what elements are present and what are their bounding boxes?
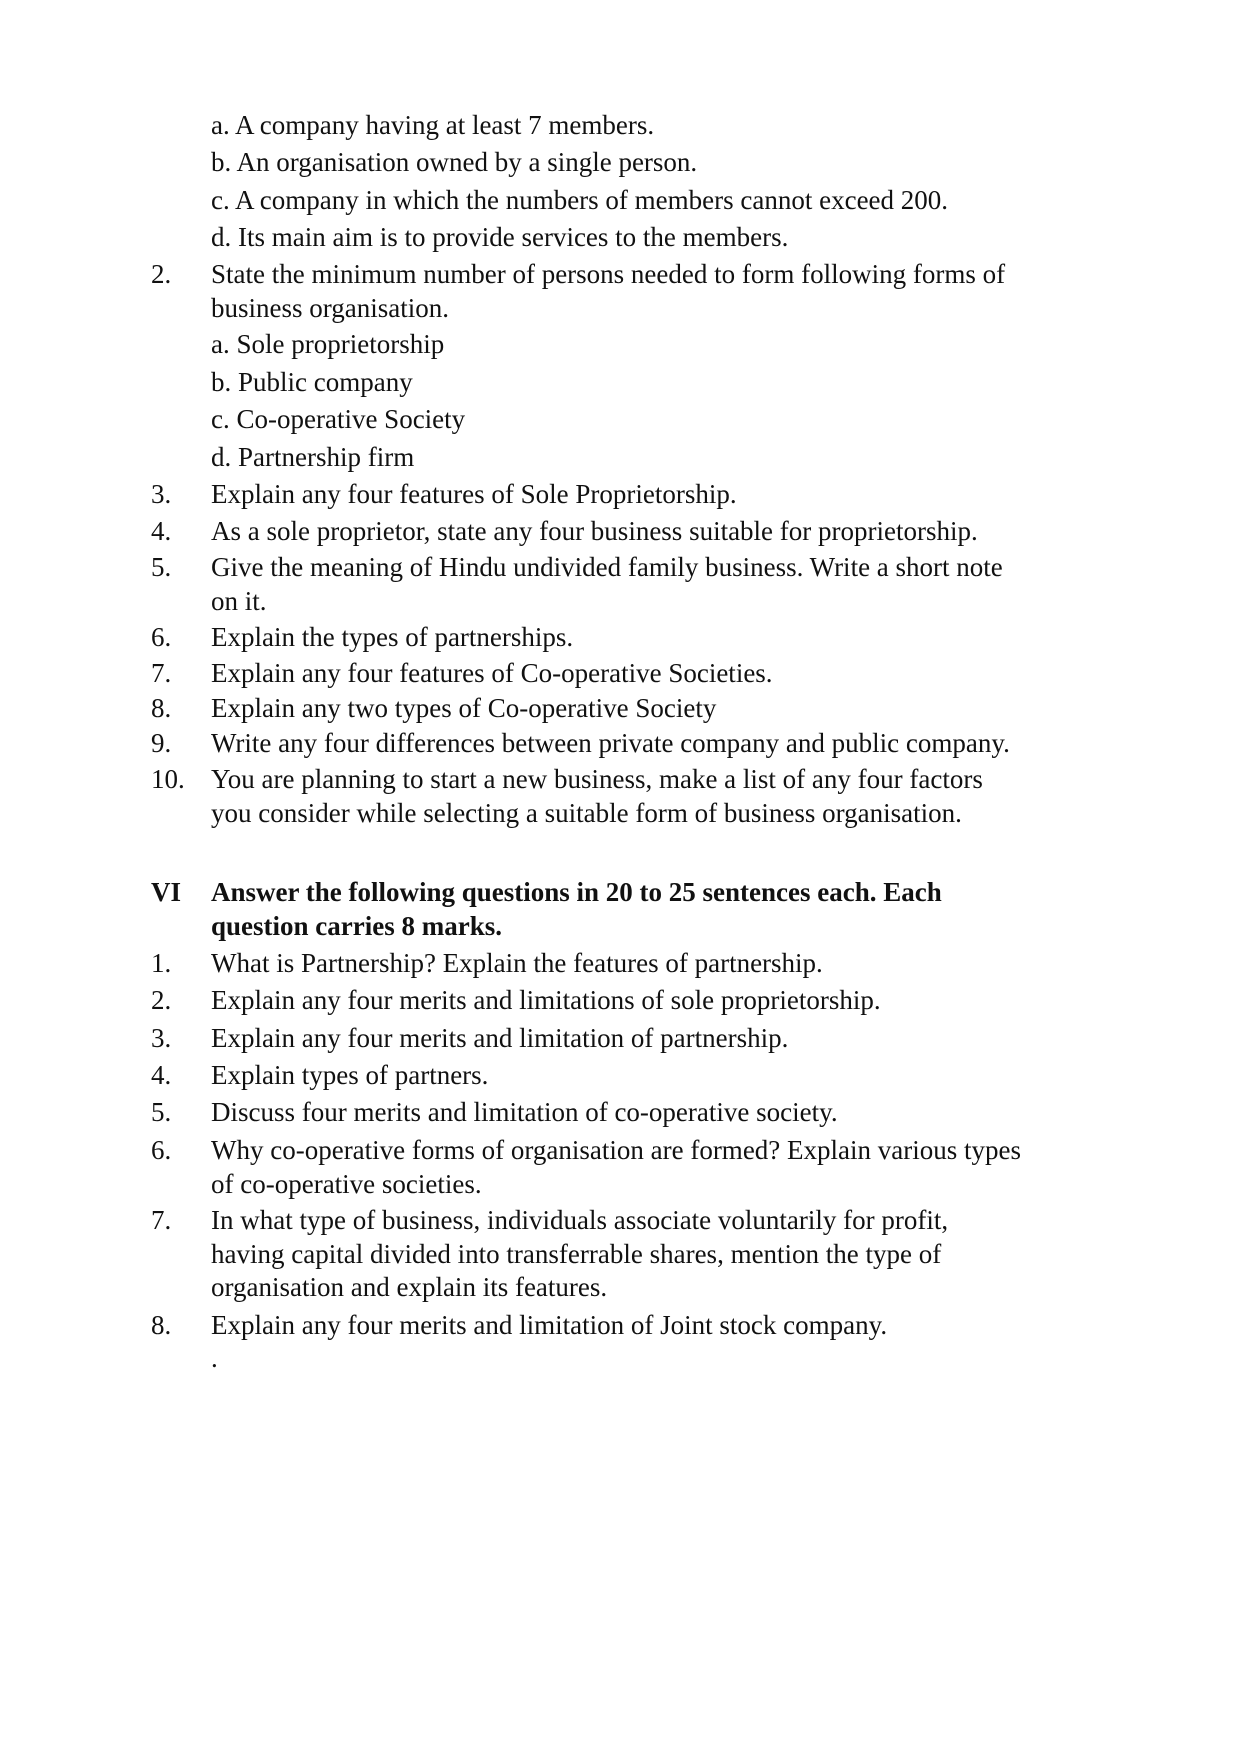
question-number: 10. bbox=[151, 764, 185, 794]
question-text: Explain any two types of Co-operative Society bbox=[211, 693, 717, 723]
section-heading: Answer the following questions in 20 to 25 sentences each. Each bbox=[211, 877, 942, 907]
question-text: Why co-operative forms of organisation are formed? Explain various types bbox=[211, 1135, 1021, 1165]
question-text: Explain types of partners. bbox=[211, 1060, 489, 1090]
question-text: Explain any four features of Sole Proprietorship. bbox=[211, 479, 737, 509]
question-number: 6. bbox=[151, 1135, 172, 1165]
question-number: 2. bbox=[151, 985, 172, 1015]
section-heading: question carries 8 marks. bbox=[211, 911, 502, 941]
question-text: Discuss four merits and limitation of co-operative society. bbox=[211, 1097, 838, 1127]
question-text: organisation and explain its features. bbox=[211, 1272, 608, 1302]
question-text: Explain any four merits and limitations of sole proprietorship. bbox=[211, 985, 881, 1015]
question-number: 3. bbox=[151, 479, 172, 509]
question-number: 7. bbox=[151, 1205, 172, 1235]
question-number: 9. bbox=[151, 728, 172, 758]
question-number: 8. bbox=[151, 693, 172, 723]
question-text: business organisation. bbox=[211, 293, 449, 323]
option-line: c. A company in which the numbers of members cannot exceed 200. bbox=[211, 185, 949, 215]
question-number: 3. bbox=[151, 1023, 172, 1053]
question-number: 4. bbox=[151, 516, 172, 546]
question-number: 8. bbox=[151, 1310, 172, 1340]
question-text: State the minimum number of persons needed to form following forms of bbox=[211, 259, 1006, 289]
question-text: you consider while selecting a suitable form of business organisation. bbox=[211, 798, 962, 828]
section-numeral: VI bbox=[151, 877, 182, 907]
question-text: Give the meaning of Hindu undivided family business. Write a short note bbox=[211, 552, 1003, 582]
question-text: on it. bbox=[211, 586, 267, 616]
question-text: Explain any four merits and limitation of Joint stock company. bbox=[211, 1310, 888, 1340]
question-number: 2. bbox=[151, 259, 172, 289]
option-line: d. Partnership firm bbox=[211, 442, 415, 472]
question-text: Write any four differences between private company and public company. bbox=[211, 728, 1010, 758]
option-line: b. An organisation owned by a single person. bbox=[211, 147, 698, 177]
question-text: What is Partnership? Explain the features of partnership. bbox=[211, 948, 823, 978]
option-line: b. Public company bbox=[211, 367, 413, 397]
question-number: 7. bbox=[151, 658, 172, 688]
question-text: Explain the types of partnerships. bbox=[211, 622, 574, 652]
question-number: 4. bbox=[151, 1060, 172, 1090]
question-text: In what type of business, individuals associate voluntarily for profit, bbox=[211, 1205, 949, 1235]
question-number: 1. bbox=[151, 948, 172, 978]
question-text: Explain any four merits and limitation of partnership. bbox=[211, 1023, 789, 1053]
option-line: a. A company having at least 7 members. bbox=[211, 110, 655, 140]
option-line: a. Sole proprietorship bbox=[211, 329, 445, 359]
question-text: having capital divided into transferrable shares, mention the type of bbox=[211, 1239, 942, 1269]
question-text: You are planning to start a new business, make a list of any four factors bbox=[211, 764, 983, 794]
question-number: 5. bbox=[151, 1097, 172, 1127]
question-number: 5. bbox=[151, 552, 172, 582]
question-text: As a sole proprietor, state any four business suitable for proprietorship. bbox=[211, 516, 978, 546]
option-line: c. Co-operative Society bbox=[211, 404, 466, 434]
question-text: Explain any four features of Co-operative Societies. bbox=[211, 658, 773, 688]
trailing-mark: . bbox=[211, 1343, 218, 1373]
question-text: of co-operative societies. bbox=[211, 1169, 482, 1199]
question-number: 6. bbox=[151, 622, 172, 652]
option-line: d. Its main aim is to provide services to the members. bbox=[211, 222, 789, 252]
